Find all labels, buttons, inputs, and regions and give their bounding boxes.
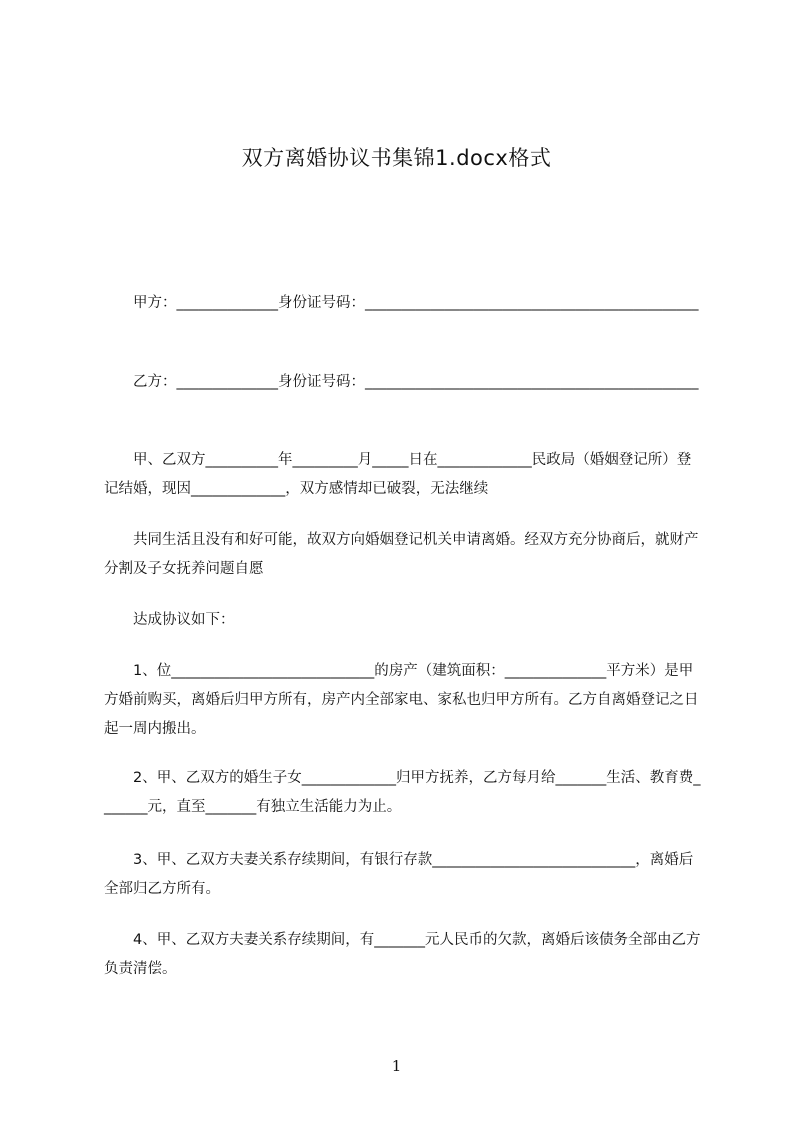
clause-1-property: 1、位____________________________的房产（建筑面积：______________平方米）是甲方婚前购买，离婚后归甲方所有，房产内全部家电、家私也归甲方所有。乙方自离婚登记之日起一周内搬出。: [104, 663, 699, 737]
party-b-line: 乙方：______________身份证号码：______________________________________________: [104, 374, 699, 390]
page-number: 1: [391, 1057, 402, 1075]
party-a-line: 甲方：______________身份证号码：______________________________________________: [104, 295, 699, 311]
document-title: 双方离婚协议书集锦1.docx格式: [241, 146, 552, 170]
marriage-registration-paragraph: 甲、乙双方__________年_________月_____日在_____________民政局（婚姻登记所）登记结婚，现因_____________，双方感情却已破裂，无法继续: [104, 452, 692, 497]
clause-3-bank-deposit: 3、甲、乙双方夫妻关系存续期间，有银行存款____________________________，离婚后全部归乙方所有。: [104, 852, 694, 897]
divorce-application-paragraph: 共同生活且没有和好可能，故双方向婚姻登记机关申请离婚。经双方充分协商后，就财产分割及子女抚养问题自愿: [104, 532, 699, 577]
agreement-intro-paragraph: 达成协议如下：: [104, 612, 235, 628]
clause-2-child-custody: 2、甲、乙双方的婚生子女_____________归甲方抚养，乙方每月给_______生活、教育费_______元，直至_______有独立生活能力为止。: [104, 770, 701, 815]
clause-4-debt: 4、甲、乙双方夫妻关系存续期间，有_______元人民币的欠款，离婚后该债务全部由乙方负责清偿。: [104, 932, 701, 977]
